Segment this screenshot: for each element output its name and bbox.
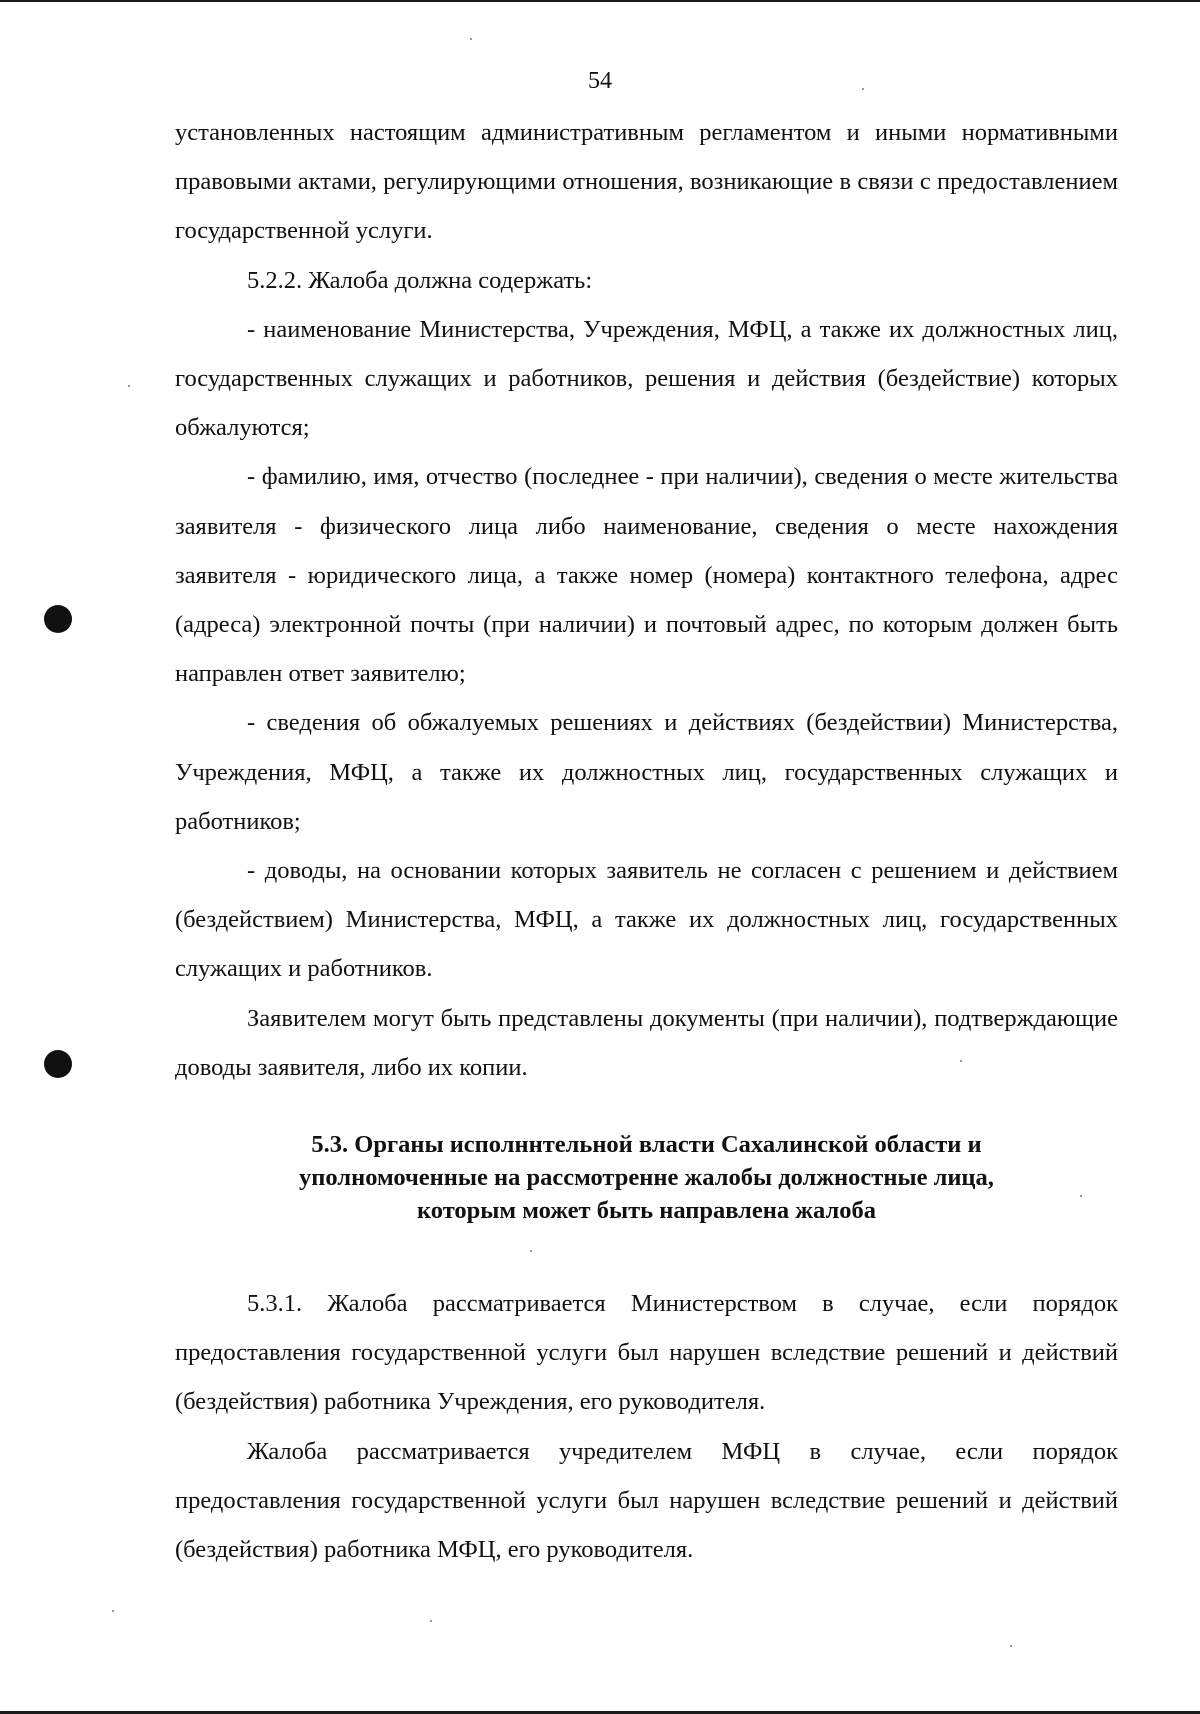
paragraph: установленных настоящим административным регламентом и иными нормативными правовыми актами, регулирующими отношения, возникающие в связи с предоставлением государственной услуги. [175, 119, 1118, 245]
binder-hole-mark [44, 605, 72, 633]
scan-top-edge [0, 0, 1200, 2]
page-number: 54 [588, 68, 612, 94]
scan-speck [128, 385, 130, 387]
list-item: - наименование Министерства, Учреждения, МФЦ, а также их должностных лиц, государственных служащих и работников, решения и действия (бездействие) которых обжалуются; [175, 315, 1118, 442]
section-heading-line: 5.3. Органы исполннтельной власти Сахалинской области и [311, 1131, 982, 1159]
list-item: - сведения об обжалуемых решениях и действиях (бездействии) Министерства, Учреждения, МФЦ, а также их должностных лиц, государственных служащих и работников; [175, 709, 1118, 835]
paragraph: 5.3.1. Жалоба рассматривается Министерством в случае, если порядок предоставления государственной услуги был нарушен вследствие решений и действий (бездействия) работника Учреждения, его руководителя. [175, 1290, 1118, 1416]
paragraph: 5.2.2. Жалоба должна содержать: [247, 266, 593, 294]
paragraph: Заявителем могут быть представлены документы (при наличии), подтверждающие доводы заявителя, либо их копии. [175, 1004, 1118, 1081]
document-body [175, 108, 1118, 1574]
section-heading [175, 1128, 1118, 1227]
section-heading-line: уполномоченные на рассмотренне жалобы должностные лица, [299, 1164, 994, 1192]
section-heading-line: которым может быть направлена жалоба [416, 1197, 876, 1225]
scan-speck [430, 1620, 432, 1622]
scan-speck [1010, 1645, 1012, 1647]
scan-speck [112, 1610, 114, 1612]
list-item: - фамилию, имя, отчество (последнее - при наличии), сведения о месте жительства заявителя - физического лица либо наименование, сведения о месте нахождения заявителя - юридического лица, а также номер (номера) контактного телефона, адрес (адреса) электронной почты (при наличии) и почтовый адрес, по которым должен быть направлен ответ заявителю; [175, 463, 1118, 688]
paragraph: Жалоба рассматривается учредителем МФЦ в случае, если порядок предоставления государственной услуги был нарушен вследствие решений и действий (бездействия) работника МФЦ, его руководителя. [175, 1437, 1118, 1564]
scan-speck [470, 38, 472, 40]
list-item: - доводы, на основании которых заявитель не согласен с решением и действием (бездействием) Министерства, МФЦ, а также их должностных лиц, государственных служащих и работников. [175, 857, 1118, 983]
binder-hole-mark [44, 1050, 72, 1078]
